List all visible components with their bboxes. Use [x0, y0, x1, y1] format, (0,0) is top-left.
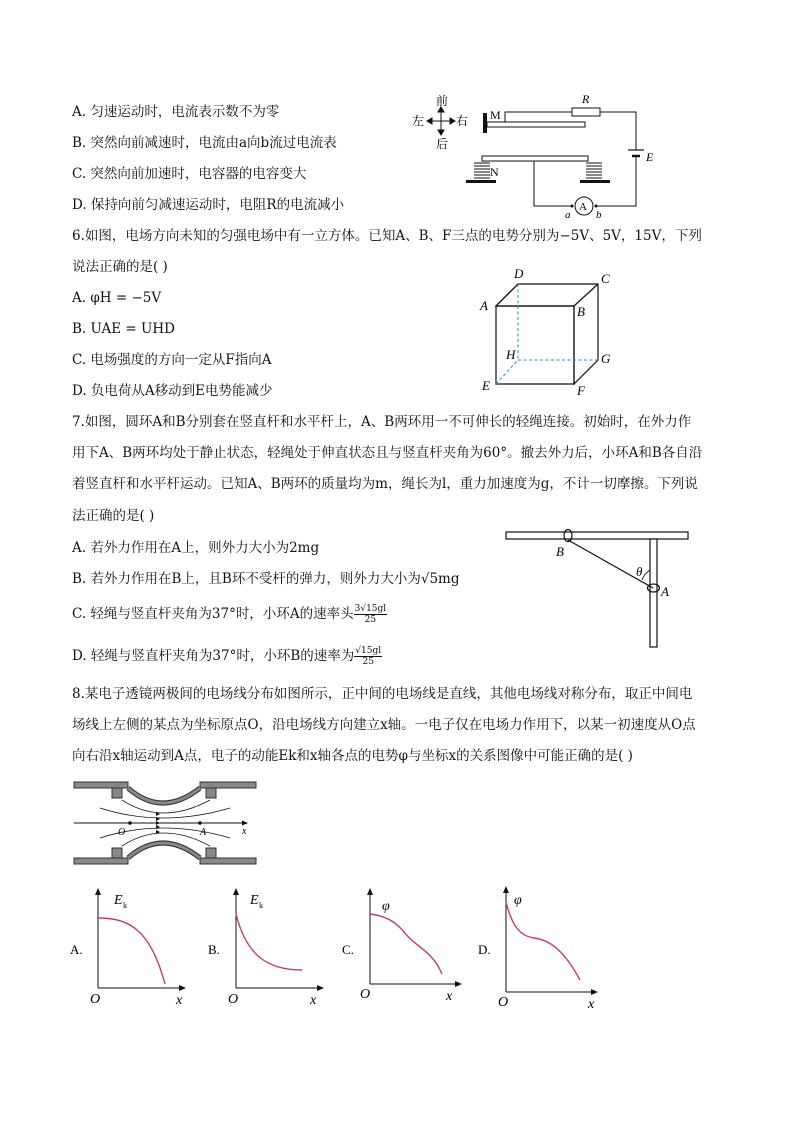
q8-graph-d — [476, 884, 602, 1012]
graph-b-ylabel: E — [250, 893, 259, 908]
spring-left-icon — [474, 163, 490, 178]
q5-option-c: C. 突然向前加速时，电容器的电容变大 — [72, 166, 307, 182]
q8-graph-c — [340, 884, 464, 1008]
q5-option-a: A. 匀速运动时，电流表示数不为零 — [72, 104, 280, 120]
plate-n — [482, 156, 588, 161]
plate-m-wall — [483, 113, 487, 133]
graph-c-ylabel: φ — [382, 899, 390, 914]
graph-b-xlabel: x — [310, 993, 317, 1008]
lens-label-a: A — [200, 827, 207, 838]
resistor-r — [572, 108, 600, 116]
label-ring-b: B — [556, 544, 564, 559]
q7-stem-line4: 法正确的是( ) — [72, 508, 155, 524]
vertical-rod — [650, 539, 657, 647]
q6-stem-line2: 说法正确的是( ) — [72, 259, 168, 275]
q7-option-d — [72, 646, 382, 667]
q6-option-d: D. 负电荷从A移动到E电势能减少 — [72, 383, 273, 399]
graph-a-option: A. — [70, 942, 83, 957]
q6-cube-figure — [478, 264, 628, 396]
q7-option-a: A. 若外力作用在A上，则外力大小为2mg — [72, 540, 320, 556]
q6-option-a: A. φH = −5V — [72, 290, 162, 306]
q8-stem-line1: 8.某电子透镜两极间的电场线分布如图所示，正中间的电场线是直线，其他电场线对称分布，取正中间电 — [72, 686, 693, 702]
q5-circuit-figure — [410, 88, 660, 220]
lens-label-x: x — [242, 826, 247, 837]
graph-d-xlabel: x — [588, 997, 595, 1012]
q8-graph-a — [68, 884, 186, 1008]
q6-stem-line1: 6.如图，电场方向未知的匀强电场中有一立方体。已知A、B、F三点的电势分别为−5V、5V，15V，下列 — [72, 228, 702, 244]
cube-label-a: A — [480, 298, 488, 313]
label-n: N — [490, 165, 499, 179]
cube-label-d: D — [514, 266, 524, 281]
graph-b-curve — [236, 914, 302, 970]
cube-label-f: F — [577, 383, 585, 398]
direction-compass-icon — [427, 107, 455, 135]
q7-option-c-text: C. 轻绳与竖直杆夹角为37°时，小环A的速率头 — [72, 606, 354, 622]
q6-option-c: C. 电场强度的方向一定从F指向A — [72, 352, 272, 368]
graph-d-option: D. — [478, 942, 491, 957]
theta-arc — [642, 570, 650, 580]
cube-front-face — [496, 306, 574, 384]
graph-c-curve — [370, 914, 442, 974]
plate-m — [487, 122, 585, 127]
graph-b-ysub: k — [259, 901, 263, 910]
q7-stem-line1: 7.如图，圆环A和B分别套在竖直杆和水平杆上，A、B两环用一不可伸长的轻绳连接。初始时，在外力作 — [72, 414, 692, 430]
graph-b-origin: O — [228, 992, 239, 1007]
spring-right-icon — [586, 163, 602, 178]
graph-c-origin: O — [360, 987, 371, 1002]
q7-stem-line3: 着竖直杆和水平杆运动。已知A、B两环的质量均为m，绳长为l，重力加速度为g，不计一切摩擦。下列说 — [72, 476, 698, 492]
q7-option-d-fraction: $\frac{√15gl}{25}$ — [355, 646, 382, 667]
label-m: M — [490, 108, 501, 122]
dir-left: 左 — [412, 114, 425, 128]
cube-label-h: H — [506, 347, 516, 362]
dir-right: 右 — [456, 114, 469, 128]
label-e: E — [646, 150, 654, 164]
cube-label-g: G — [601, 351, 611, 366]
cube-hidden-edges — [496, 284, 598, 384]
graph-b-option: B. — [208, 942, 220, 957]
q7-option-d-text: D. 轻绳与竖直杆夹角为37°时，小环B的速率为 — [72, 648, 355, 664]
cube-label-e: E — [482, 378, 490, 393]
label-theta: θ — [636, 564, 643, 579]
q7-option-c-fraction: $\frac{3√15gl}{25}$ — [354, 604, 387, 625]
q8-graph-b — [206, 884, 326, 1008]
graph-a-ysub: k — [123, 901, 127, 910]
graph-a-ylabel: E — [114, 893, 123, 908]
cube-label-c: C — [601, 271, 610, 286]
label-a-small: a — [565, 209, 571, 221]
graph-d-curve — [506, 902, 580, 980]
graph-a-origin: O — [90, 992, 101, 1007]
dir-back: 后 — [436, 137, 449, 151]
graph-c-xlabel: x — [446, 989, 453, 1004]
horizontal-rod — [506, 532, 688, 539]
q6-option-b: B. UAE = UHD — [72, 321, 175, 337]
q7-option-c — [72, 604, 387, 625]
dir-front: 前 — [436, 94, 449, 108]
label-r: R — [582, 92, 590, 106]
q8-stem-line2: 场线上左侧的某点为坐标原点O，沿电场线方向建立x轴。一电子仅在电场力作用下，以某一初速度从O点 — [72, 717, 696, 733]
graph-a-xlabel: x — [176, 993, 183, 1008]
label-ammeter: A — [579, 201, 587, 213]
q8-stem-line3: 向右沿x轴运动到A点，电子的动能Ek和x轴各点的电势φ与坐标x的关系图像中可能正确的是( ) — [72, 748, 633, 764]
cube-label-b: B — [577, 304, 585, 319]
graph-d-ylabel: φ — [514, 893, 522, 908]
q5-option-d: D. 保持向前匀减速运动时，电阻R的电流减小 — [72, 197, 345, 213]
q8-lens-figure — [70, 778, 260, 868]
q5-option-b: B. 突然向前减速时，电流由a向b流过电流表 — [72, 135, 337, 151]
q7-stem-line2: 用下A、B两环均处于静止状态，轻绳处于伸直状态且与竖直杆夹角为60°。撤去外力后，小环A和B各自沿 — [72, 445, 703, 461]
graph-c-option: C. — [342, 942, 354, 957]
q7-rods-figure — [500, 526, 696, 652]
graph-a-curve — [98, 918, 165, 984]
label-b-small: b — [596, 209, 602, 221]
label-ring-a: A — [661, 584, 669, 599]
lens-label-o: O — [118, 827, 126, 838]
q7-option-b: B. 若外力作用在B上，且B环不受杆的弹力，则外力大小为√5mg — [72, 571, 460, 587]
graph-d-origin: O — [498, 995, 509, 1010]
